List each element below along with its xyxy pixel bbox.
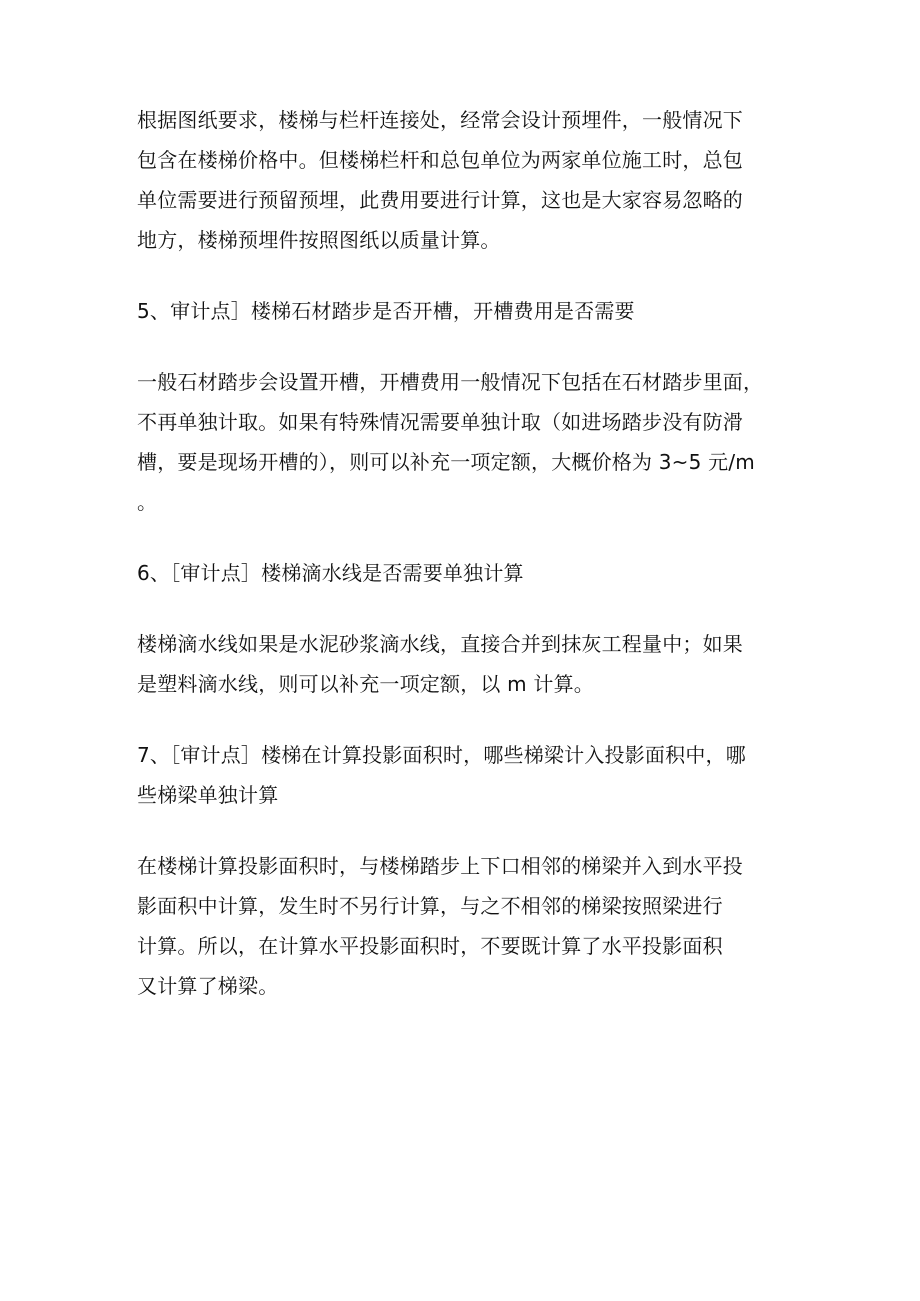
heading-line: 些梯梁单独计算 xyxy=(137,783,279,807)
text-line: 影面积中计算，发生时不另行计算，与之不相邻的梯梁按照梁进行 xyxy=(137,894,723,918)
text-line: 又计算了梯梁。 xyxy=(137,974,279,998)
heading-line: 6、［审计点］楼梯滴水线是否需要单独计算 xyxy=(137,561,524,585)
paragraph-gap xyxy=(137,704,797,735)
paragraph-body-6 xyxy=(137,624,797,704)
text-line: 地方，楼梯预埋件按照图纸以质量计算。 xyxy=(137,228,501,252)
paragraph-body-7 xyxy=(137,846,797,1006)
text-line: 一般石材踏步会设置开槽，开槽费用一般情况下包括在石材踏步里面， xyxy=(137,370,764,394)
document-page xyxy=(137,100,797,1006)
text-line: 包含在楼梯价格中。但楼梯栏杆和总包单位为两家单位施工时，总包 xyxy=(137,148,743,172)
heading-line: 7、［审计点］楼梯在计算投影面积时，哪些梯梁计入投影面积中，哪 xyxy=(137,743,746,767)
text-line: 根据图纸要求，楼梯与栏杆连接处，经常会设计预埋件，一般情况下 xyxy=(137,108,743,132)
text-line: 是塑料滴水线，则可以补充一项定额，以 m 计算。 xyxy=(137,672,594,696)
paragraph-intro xyxy=(137,100,797,260)
text-line: 计算。所以，在计算水平投影面积时，不要既计算了水平投影面积 xyxy=(137,934,723,958)
heading-line: 5、审计点］楼梯石材踏步是否开槽，开槽费用是否需要 xyxy=(137,299,635,323)
text-line: 槽，要是现场开槽的），则可以补充一项定额，大概价格为 3~5 元/m xyxy=(137,450,755,474)
paragraph-gap xyxy=(137,522,797,553)
section-heading-5 xyxy=(137,291,797,331)
paragraph-gap xyxy=(137,815,797,846)
text-line: 单位需要进行预留预埋，此费用要进行计算，这也是大家容易忽略的 xyxy=(137,188,743,212)
paragraph-gap xyxy=(137,593,797,624)
text-line: 在楼梯计算投影面积时，与楼梯踏步上下口相邻的梯梁并入到水平投 xyxy=(137,854,743,878)
text-line: 不再单独计取。如果有特殊情况需要单独计取（如进场踏步没有防滑 xyxy=(137,410,743,434)
paragraph-gap xyxy=(137,331,797,362)
section-heading-7 xyxy=(137,735,797,815)
text-line: 楼梯滴水线如果是水泥砂浆滴水线，直接合并到抹灰工程量中；如果 xyxy=(137,632,743,656)
section-heading-6 xyxy=(137,553,797,593)
paragraph-body-5 xyxy=(137,362,797,522)
text-line: 。 xyxy=(137,490,158,514)
paragraph-gap xyxy=(137,260,797,291)
